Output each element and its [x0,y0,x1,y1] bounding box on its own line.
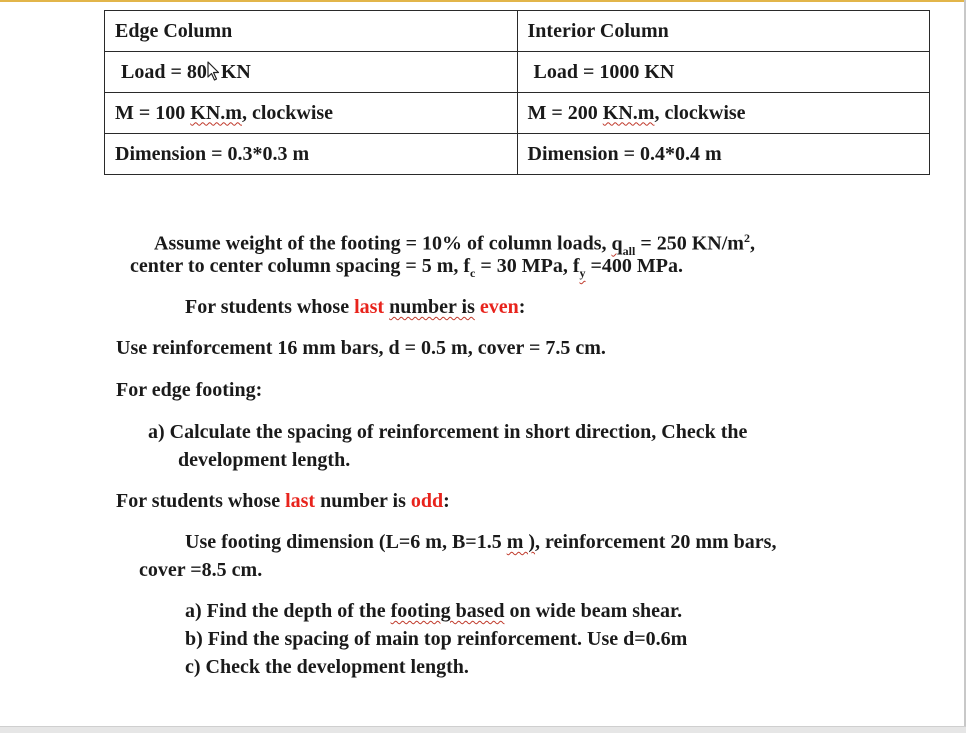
odd-dimension-unit: m ) [506,531,536,553]
mouse-cursor-icon [207,61,221,81]
q-subscript: all [622,243,636,258]
edge-moment-post: , clockwise [241,101,334,124]
odd-heading-odd: odd [410,490,444,512]
even-heading-pre: For students whose [185,296,355,318]
odd-item-a-post: on wide beam shear. [504,600,683,622]
fc-subscript: c [470,266,476,280]
odd-heading-colon: : [443,490,450,512]
table-header-row [105,11,930,52]
interior-moment-cell [517,93,930,134]
interior-load-cell: Load = 1000 KN [517,52,930,93]
assumption-line-2 [130,252,683,287]
header-edge-column: Edge Column [105,11,518,52]
header-interior-column: Interior Column [517,11,930,52]
interior-dimension-cell: Dimension = 0.4*0.4 m [517,134,930,175]
interior-moment-pre: M = 200 [527,101,603,124]
edge-footing-heading: For edge footing: [116,379,263,401]
odd-item-b: b) Find the spacing of main top reinforcement. Use d=0.6m [185,628,688,650]
even-heading-number: number is [389,296,475,318]
odd-heading-pre: For students whose [116,490,286,512]
q-symbol: q [611,232,623,255]
bottom-status-strip [0,726,966,733]
fy-subscript: y [579,266,586,280]
odd-heading-mid: number is [315,490,411,512]
interior-moment-post: , clockwise [654,101,746,124]
edge-moment-cell [105,93,518,134]
top-accent-line [0,0,966,2]
odd-cover-line: cover =8.5 cm. [139,559,263,581]
interior-moment-unit: KN.m [602,101,655,124]
odd-item-c: c) Check the development length. [185,656,469,678]
edge-load-cell [105,52,518,93]
even-reinforcement-line: Use reinforcement 16 mm bars, d = 0.5 m, cover = 7.5 cm. [116,337,606,359]
odd-dimension-pre: Use footing dimension (L=6 m, B=1.5 [185,531,507,553]
table-row [105,52,930,93]
odd-dimension-line [185,528,776,556]
even-heading-last: last [354,296,385,318]
even-item-a-line-1: a) Calculate the spacing of reinforcement in short direction, Check the [148,421,748,443]
odd-heading-last: last [285,490,316,512]
even-heading-even: even [479,296,519,318]
even-heading-colon: : [518,296,526,318]
edge-load-unit: KN [220,60,251,83]
even-heading [185,293,525,321]
odd-item-a-pre: a) Find the depth of the [185,600,391,622]
odd-item-a [185,597,682,625]
spacing-text: center to center column spacing = 5 m, f [130,255,471,277]
unit-superscript: 2 [743,231,750,245]
edge-dimension-cell: Dimension = 0.3*0.3 m [105,134,518,175]
odd-item-a-squiggle: footing based [390,600,505,622]
table-row [105,134,930,175]
fy-value: =400 MPa. [585,255,684,277]
odd-heading [116,487,450,515]
column-data-table [104,10,930,175]
edge-load-text: Load = 80 [121,60,207,83]
even-item-a-line-2: development length. [178,449,351,471]
fc-value: = 30 MPa, f [475,255,580,277]
edge-moment-pre: M = 100 [115,101,191,124]
assumption-text: Assume weight of the footing = 10% of column loads, [154,232,612,255]
odd-dimension-post: , reinforcement 20 mm bars, [535,531,777,553]
assumption-comma: , [749,232,755,255]
edge-moment-unit: KN.m [190,101,242,124]
q-value: = 250 KN/m [635,232,744,255]
table-row [105,93,930,134]
